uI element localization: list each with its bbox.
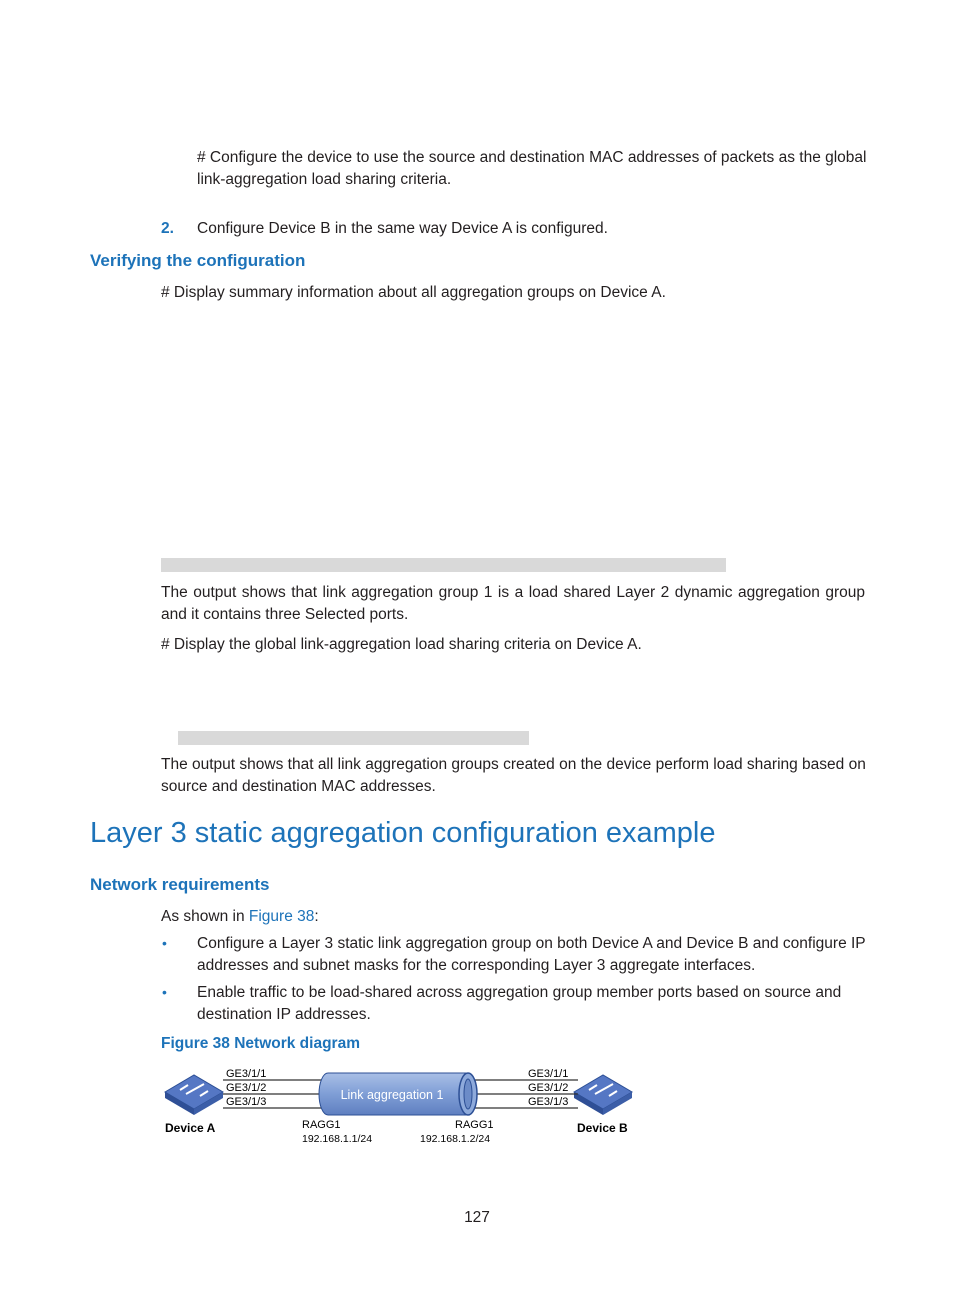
switch-icon	[165, 1075, 223, 1115]
output2-text: The output shows that all link aggregation groups created on the device perform load sharing based on source and destination MAC addresses.	[161, 756, 866, 795]
code-output-bar	[161, 558, 726, 572]
network-requirements-heading: Network requirements	[90, 875, 270, 894]
ragg-a-label: RAGG1	[302, 1119, 341, 1131]
l3-section-title: Layer 3 static aggregation configuration example	[90, 817, 716, 849]
bullet-icon: •	[162, 935, 167, 951]
figure-caption: Figure 38 Network diagram	[161, 1035, 360, 1052]
switch-icon	[574, 1075, 632, 1115]
page-number: 127	[464, 1209, 490, 1226]
port-label-a: GE3/1/3	[226, 1096, 267, 1108]
port-label-b: GE3/1/3	[528, 1096, 569, 1108]
display-summary-text: # Display summary information about all aggregation groups on Device A.	[161, 284, 666, 301]
port-label-b: GE3/1/2	[528, 1082, 569, 1094]
bullet-icon: •	[162, 984, 167, 1000]
port-label-a: GE3/1/1	[226, 1068, 267, 1080]
aggregation-label: Link aggregation 1	[340, 1088, 444, 1102]
device-b-label: Device B	[577, 1121, 628, 1135]
device-a-label: Device A	[165, 1121, 216, 1135]
code-output-bar-2	[178, 731, 529, 745]
as-shown-text: As shown in Figure 38:	[161, 908, 319, 925]
ragg-b-label: RAGG1	[455, 1119, 494, 1131]
bullet-item-1: Configure a Layer 3 static link aggregation group on both Device A and Device B and configure IP addresses and subnet masks for the corresponding Layer 3 aggregate interfaces.	[197, 935, 866, 974]
verify-heading: Verifying the configuration	[90, 251, 306, 270]
step2-text: Configure Device B in the same way Device A is configured.	[197, 220, 608, 237]
step2-number: 2.	[161, 220, 174, 237]
step1-text: # Configure the device to use the source and destination MAC addresses of packets as the global link-aggregation load sharing criteria.	[197, 149, 867, 188]
figure-38-link[interactable]: Figure 38	[248, 908, 315, 925]
output1-text: The output shows that link aggregation group 1 is a load shared Layer 2 dynamic aggregation group and it contains three Selected ports.	[161, 584, 865, 623]
port-label-b: GE3/1/1	[528, 1068, 569, 1080]
network-diagram	[160, 1062, 640, 1152]
bullet-item-2: Enable traffic to be load-shared across aggregation group member ports based on source and destination IP addresses.	[197, 984, 842, 1023]
port-label-a: GE3/1/2	[226, 1082, 267, 1094]
ip-a-label: 192.168.1.1/24	[302, 1133, 373, 1145]
ip-b-label: 192.168.1.2/24	[420, 1133, 491, 1145]
display-criteria-text: # Display the global link-aggregation load sharing criteria on Device A.	[161, 636, 642, 653]
